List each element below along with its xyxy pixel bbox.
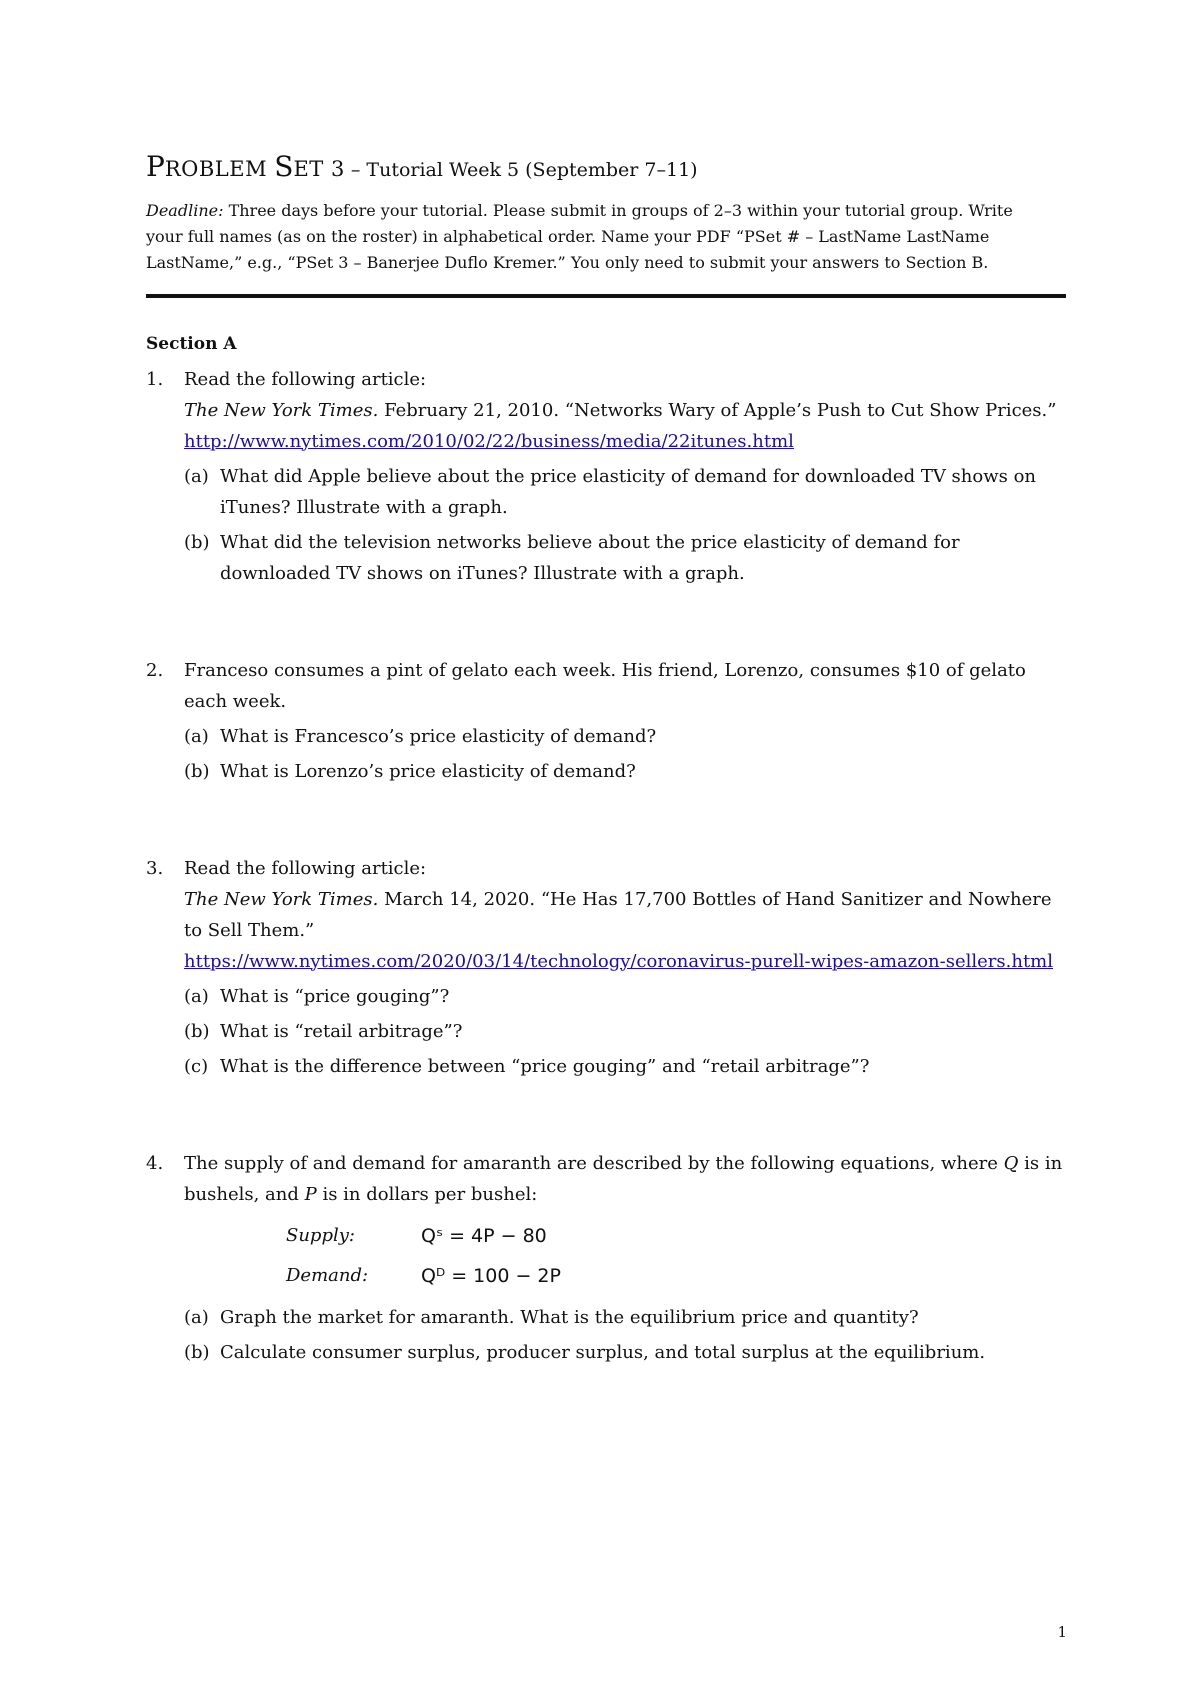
document-page [146, 150, 1066, 1368]
article-citation [184, 884, 1066, 946]
publication-name: The New York Times. [184, 399, 379, 421]
subquestion-text: Graph the market for amaranth. What is the equilibrium price and quantity? [220, 1306, 919, 1328]
subquestion-b [184, 527, 1066, 589]
article-link[interactable]: http://www.nytimes.com/2010/02/22/business/media/22itunes.html [184, 430, 794, 452]
supply-equation-row [286, 1216, 1066, 1256]
subquestion-letter: (b) [184, 760, 210, 782]
subquestion-b [184, 1337, 1066, 1368]
subquestion-text: What is Francesco’s price elasticity of demand? [220, 725, 657, 747]
variable-q: Q [1003, 1152, 1019, 1174]
article-link[interactable]: https://www.nytimes.com/2020/03/14/technology/coronavirus-purell-wipes-amazon-sellers.html [184, 950, 1054, 972]
title-part-roblem: ROBLEM [164, 157, 275, 181]
question-3 [146, 853, 1066, 1082]
subquestion-letter: (a) [184, 1306, 209, 1328]
subquestion-a [184, 721, 1066, 752]
page-title [146, 150, 1066, 184]
equations-block [286, 1216, 1066, 1296]
question-4 [146, 1148, 1066, 1368]
question-number: 4. [146, 1152, 164, 1174]
question-intro: Franceso consumes a pint of gelato each week. His friend, Lorenzo, consumes $10 of gelato each week. [184, 659, 1026, 712]
intro-part: is in bushels, and [184, 1152, 1063, 1205]
subquestion-letter: (a) [184, 985, 209, 1007]
publication-name: The New York Times. [184, 888, 379, 910]
subquestion-letter: (b) [184, 1020, 210, 1042]
title-part-et: ET 3 [293, 157, 345, 181]
subquestion-c [184, 1051, 1066, 1082]
subquestion-text: What is Lorenzo’s price elasticity of demand? [220, 760, 636, 782]
supply-equation: Qˢ = 4P − 80 [421, 1224, 547, 1247]
question-intro [184, 1148, 1066, 1210]
subquestion-text: What is the difference between “price gouging” and “retail arbitrage”? [220, 1055, 870, 1077]
subquestion-a [184, 1302, 1066, 1333]
subquestion-text: What is “price gouging”? [220, 985, 450, 1007]
title-letter-s: S [274, 150, 294, 183]
deadline-text: Three days before your tutorial. Please submit in groups of 2–3 within your tutorial group. Write your full names (as on the roster) in alphabetical order. Name your PDF “PSet # – LastName LastName LastName,” e.g., “PSet 3 – Banerjee Duflo Kremer.” You only need to submit your answers to Section B. [146, 200, 1013, 272]
citation-text: February 21, 2010. “Networks Wary of Apple’s Push to Cut Show Prices.” [378, 399, 1057, 421]
subquestion-b [184, 1016, 1066, 1047]
section-a-heading: Section A [146, 333, 237, 354]
supply-label: Supply: [286, 1224, 355, 1246]
citation-text: March 14, 2020. “He Has 17,700 Bottles of Hand Sanitizer and Nowhere to Sell Them.” [184, 888, 1052, 941]
variable-p: P [304, 1183, 317, 1205]
question-number: 3. [146, 857, 164, 879]
demand-equation: Qᴰ = 100 − 2P [421, 1264, 561, 1287]
subquestion-b [184, 756, 1066, 787]
deadline-paragraph [146, 198, 1046, 276]
subquestion-a [184, 981, 1066, 1012]
question-intro: Read the following article: [184, 857, 427, 879]
question-2 [146, 655, 1066, 787]
title-subtitle: – Tutorial Week 5 (September 7–11) [344, 159, 698, 181]
subquestion-letter: (b) [184, 1341, 210, 1363]
demand-label: Demand: [286, 1264, 369, 1286]
subquestion-a [184, 461, 1066, 523]
title-letter-p: P [146, 150, 165, 183]
intro-part: The supply of and demand for amaranth are described by the following equations, where [184, 1152, 1004, 1174]
question-number: 1. [146, 368, 164, 390]
intro-part: is in dollars per bushel: [316, 1183, 538, 1205]
subquestion-text: What did the television networks believe about the price elasticity of demand for downloaded TV shows on iTunes? Illustrate with a graph. [220, 531, 960, 584]
question-number: 2. [146, 659, 164, 681]
subquestion-letter: (a) [184, 725, 209, 747]
question-1 [146, 364, 1066, 589]
article-citation [184, 395, 1066, 426]
question-intro: Read the following article: [184, 368, 427, 390]
subquestion-text: Calculate consumer surplus, producer surplus, and total surplus at the equilibrium. [220, 1341, 986, 1363]
deadline-label: Deadline: [146, 200, 224, 220]
subquestion-letter: (b) [184, 531, 210, 553]
subquestion-letter: (c) [184, 1055, 209, 1077]
subquestion-text: What is “retail arbitrage”? [220, 1020, 463, 1042]
header-divider [146, 294, 1066, 298]
subquestion-letter: (a) [184, 465, 209, 487]
page-number: 1 [1057, 1623, 1067, 1641]
subquestion-text: What did Apple believe about the price elasticity of demand for downloaded TV shows on iTunes? Illustrate with a graph. [220, 465, 1037, 518]
demand-equation-row [286, 1256, 1066, 1296]
